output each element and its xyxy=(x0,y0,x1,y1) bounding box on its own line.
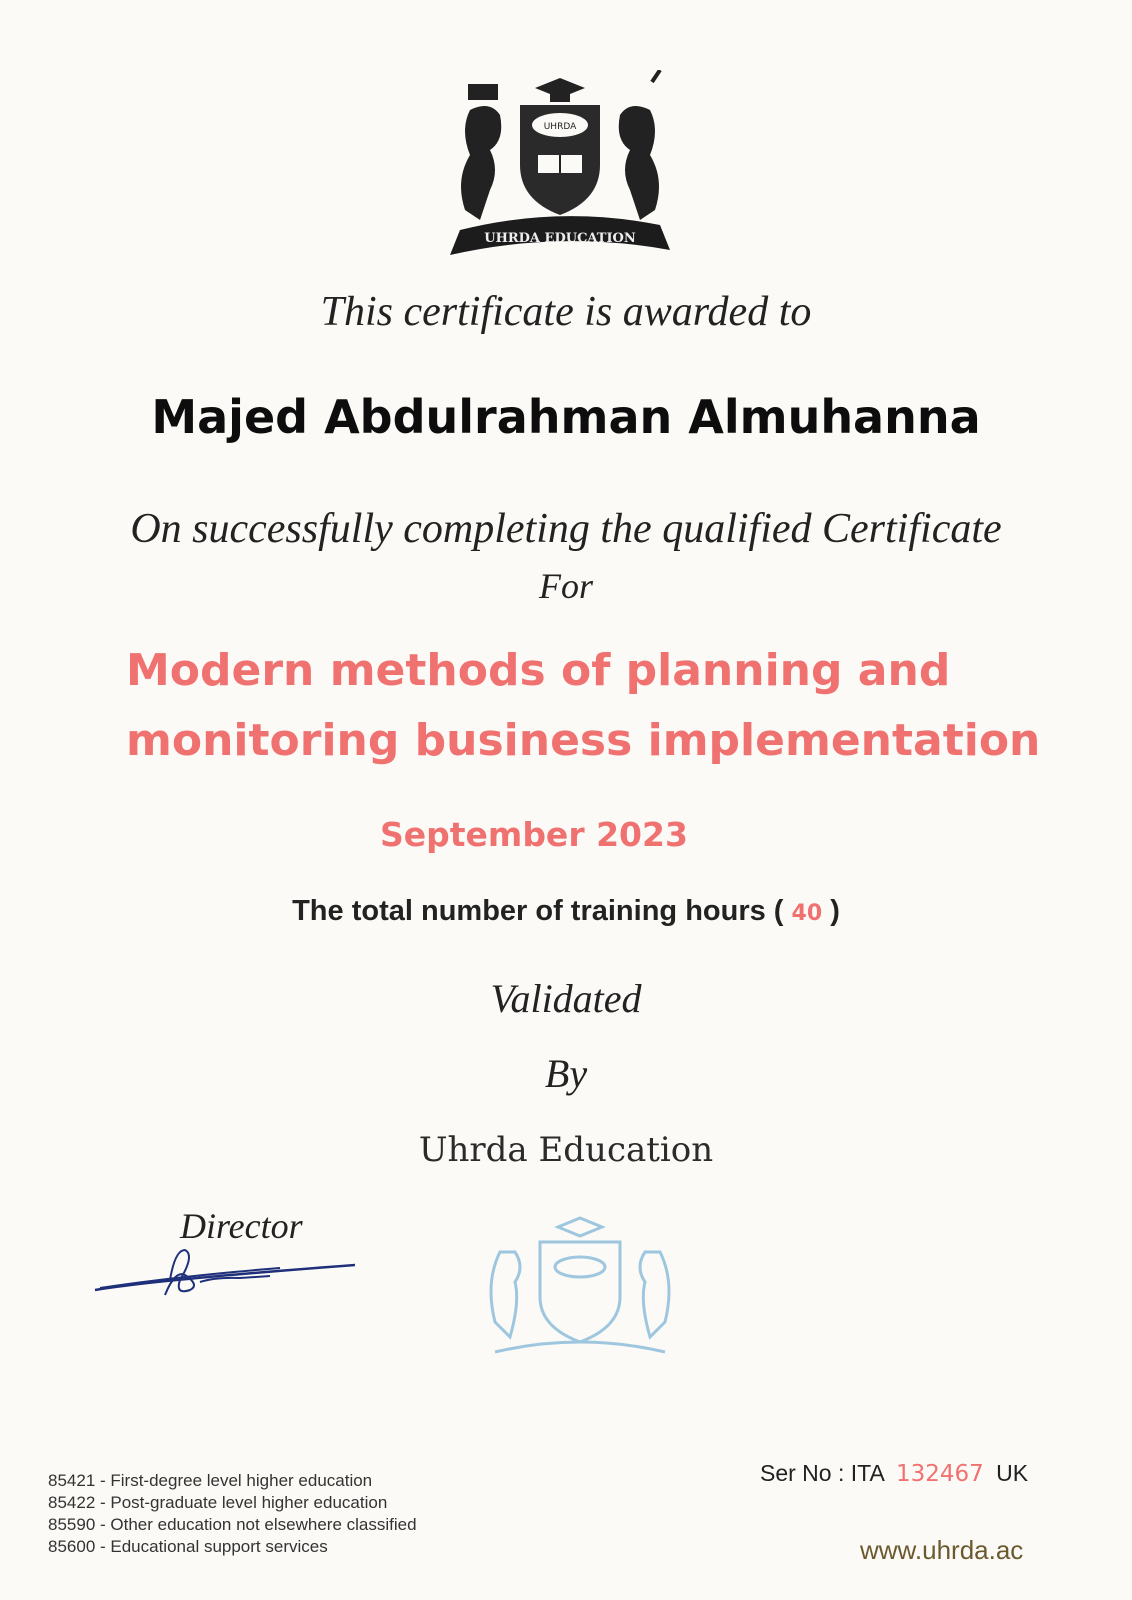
training-hours-close: ) xyxy=(830,895,840,927)
serial-number xyxy=(760,1460,1028,1487)
director-label: Director xyxy=(180,1206,303,1246)
official-stamp xyxy=(470,1212,690,1372)
training-hours-label: The total number of training hours ( xyxy=(292,895,784,927)
code-line: 85590 - Other education not elsewhere classified xyxy=(48,1515,417,1534)
code-line: 85421 - First-degree level higher education xyxy=(48,1471,373,1490)
validated-text: Validated xyxy=(490,976,642,1021)
code-line: 85600 - Educational support services xyxy=(48,1537,328,1556)
course-title-line1: Modern methods of planning and xyxy=(126,645,951,696)
organization-name: Uhrda Education xyxy=(418,1130,714,1170)
training-hours-value: 40 xyxy=(791,901,823,926)
director-signature xyxy=(90,1240,370,1320)
recipient-name: Majed Abdulrahman Almuhanna xyxy=(151,390,981,444)
crest-shield-text: UHRDA xyxy=(543,122,577,132)
for-text: For xyxy=(539,566,593,606)
serial-prefix: Ser No : ITA xyxy=(760,1460,884,1486)
completing-text: On successfully completing the qualified Certificate xyxy=(130,506,1002,552)
training-hours xyxy=(0,895,1132,928)
awarded-text: This certificate is awarded to xyxy=(320,289,812,335)
serial-value: 132467 xyxy=(895,1461,984,1487)
crest-banner-text: UHRDA EDUCATION xyxy=(484,231,636,246)
crest-logo xyxy=(430,70,690,265)
course-date: September 2023 xyxy=(380,815,688,854)
website-url: www.uhrda.ac xyxy=(860,1535,1024,1565)
course-title-line2: monitoring business implementation xyxy=(126,715,1041,766)
by-text: By xyxy=(544,1051,588,1096)
serial-suffix: UK xyxy=(996,1460,1029,1486)
code-line: 85422 - Post-graduate level higher education xyxy=(48,1493,388,1512)
classification-codes xyxy=(48,1470,417,1558)
